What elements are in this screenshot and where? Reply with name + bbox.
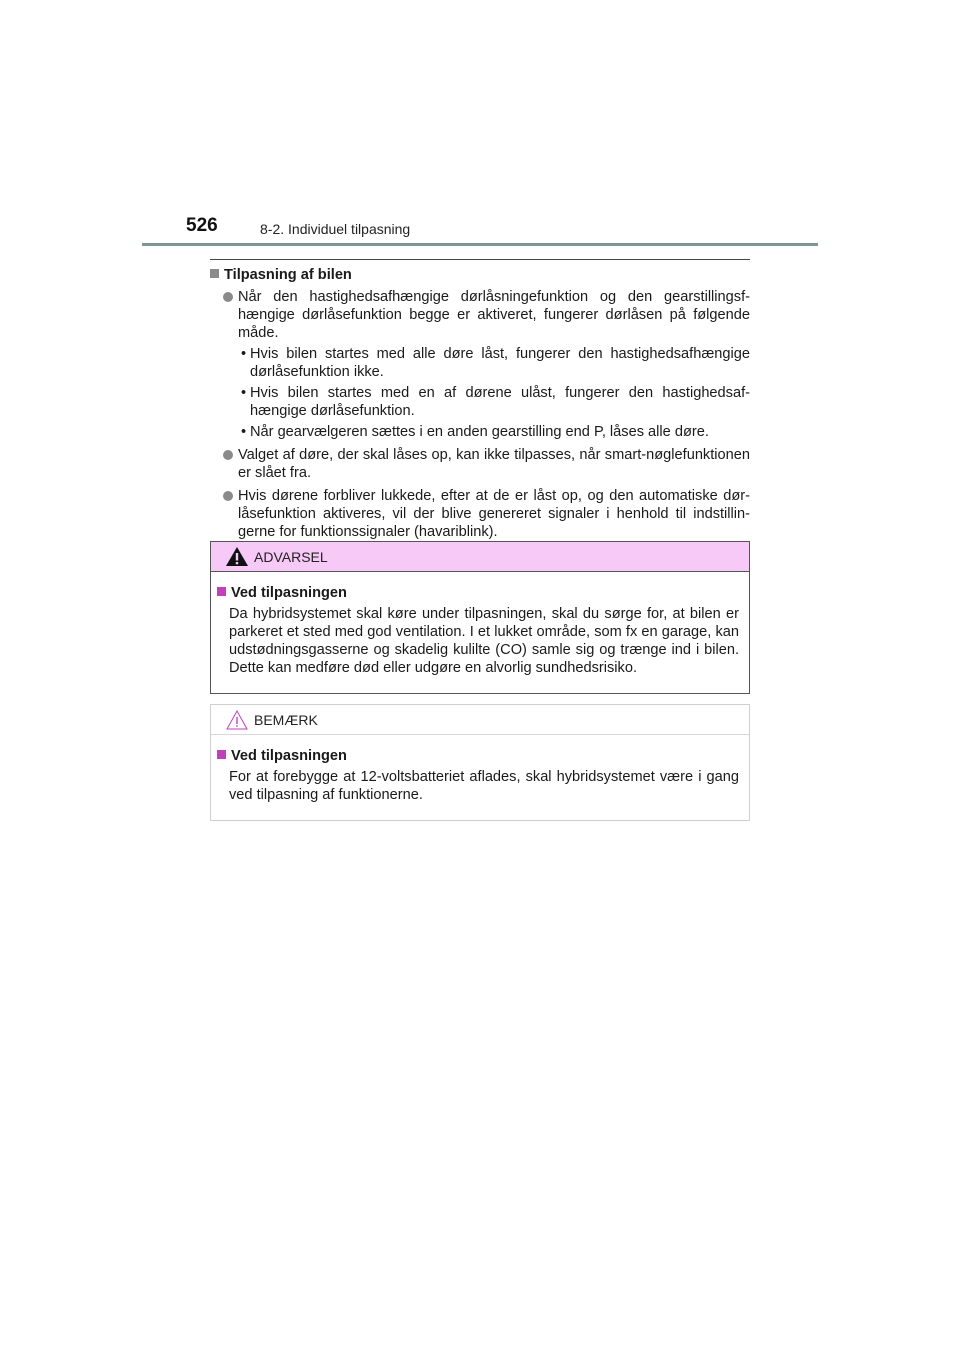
list-item [210,288,750,441]
warning-box-header [211,542,749,572]
sub-list-item-text: Når gearvælgeren sættes i en anden gearstilling end P, låses alle døre. [250,424,709,440]
warning-triangle-icon [226,547,248,566]
header-rule [142,243,818,246]
caution-outline-icon [226,710,248,730]
list-item [210,487,750,541]
square-bullet-icon [217,750,226,759]
square-bullet-icon [217,587,226,596]
notice-heading-text: Ved tilpasningen [231,748,347,764]
main-content [210,266,750,546]
warning-heading-text: Ved tilpasningen [231,585,347,601]
square-bullet-icon [210,269,219,278]
sub-list-item [210,423,750,441]
warning-text: Da hybridsystemet skal køre under tilpasningen, skal du sørge for, at bilen er parkeret et sted med god ventilation. I et lukket område, som fx en garage, kan udstødningsgasserne og skadelig kulilte (CO) samle sig og trænge ind i bilen. Dette kan medføre død eller udgøre en alvorlig sundhedsrisiko. [229,606,739,676]
list-item-text: Når den hastighedsafhængige dørlåsningefunktion og den gearstillingsf-hængige dørlåsefunktion begge er aktiveret, fungerer dørlåsen på følgende måde. [238,289,750,341]
list-item-text: Hvis dørene forbliver lukkede, efter at de er låst op, og den automatiske dør-låsefunktion aktiveres, vil der blive genereret signaler i henhold til indstillin-gerne for funktionssignaler (havariblink). [238,488,750,540]
sub-list-item [210,345,750,381]
section-heading-text: Tilpasning af bilen [224,267,352,283]
notice-heading [217,747,739,765]
section-heading [210,266,750,284]
notice-text: For at forebygge at 12-voltsbatteriet aflades, skal hybridsystemet være i gang ved tilpasning af funktionerne. [229,769,739,803]
notice-box-body [211,735,749,804]
warning-box [210,541,750,694]
dot-bullet-icon: • [241,346,247,362]
notice-box-header [211,705,749,735]
circle-bullet-icon [223,491,233,501]
sub-list-item-text: Hvis bilen startes med en af dørene ulåst, fungerer den hastighedsaf-hængige dørlåsefunktion. [250,385,750,419]
warning-heading [217,584,739,602]
notice-box [210,704,750,821]
warning-box-body [211,572,749,677]
section-title: 8-2. Individuel tilpasning [260,221,411,237]
page-number: 526 [186,215,218,236]
circle-bullet-icon [223,292,233,302]
list-item-text: Valget af døre, der skal låses op, kan ikke tilpasses, når smart-nøglefunktionen er slået fra. [238,447,750,481]
circle-bullet-icon [223,450,233,460]
dot-bullet-icon: • [241,385,247,401]
warning-label: ADVARSEL [254,549,328,565]
sub-list-item-text: Hvis bilen startes med alle døre låst, fungerer den hastighedsafhængige dørlåsefunktion ikke. [250,346,750,380]
notice-label: BEMÆRK [254,712,318,728]
list-item [210,446,750,482]
content-rule [210,259,750,260]
sub-list-item [210,384,750,420]
dot-bullet-icon: • [241,424,247,440]
